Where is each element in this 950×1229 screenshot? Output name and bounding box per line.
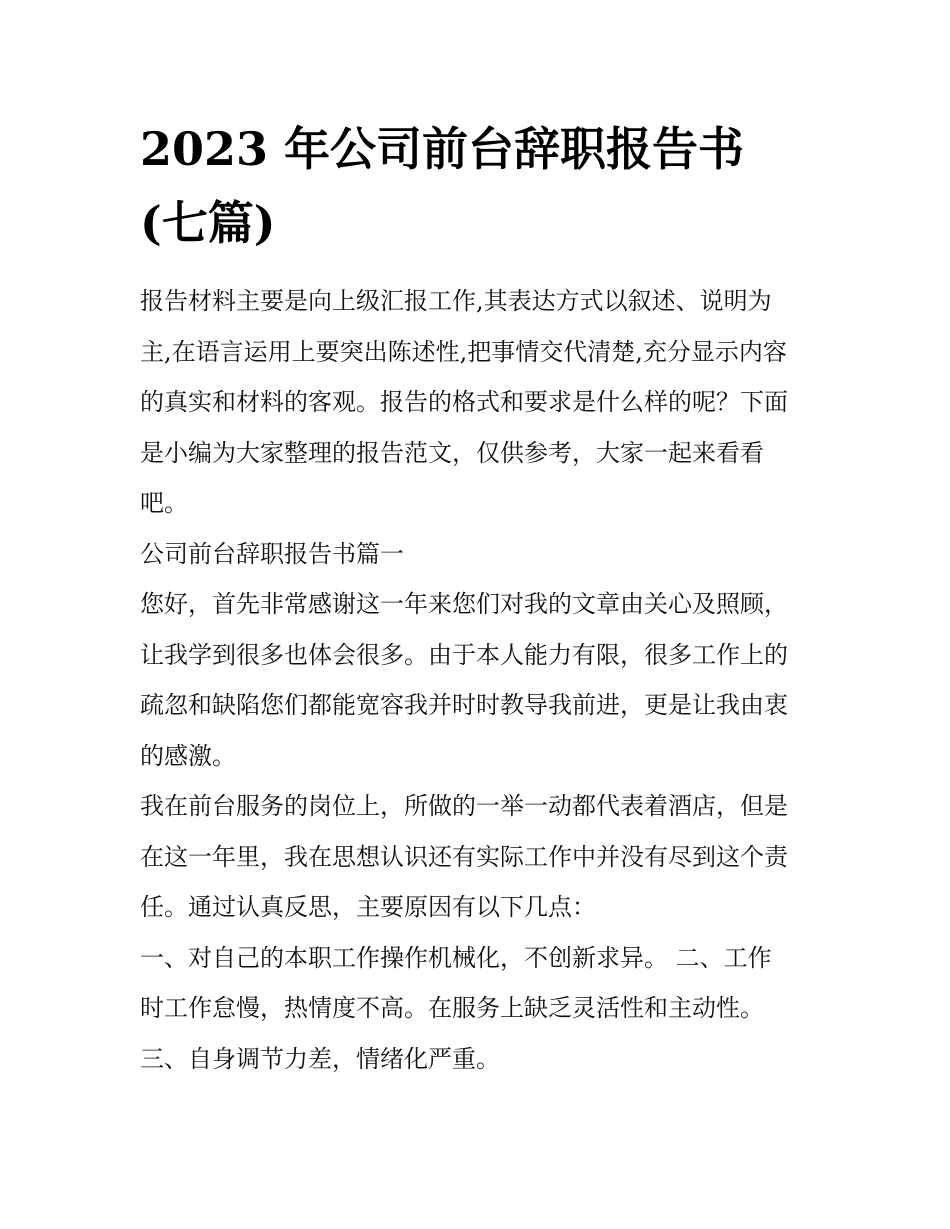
intro-line-2: 主,在语言运用上要突出陈述性,把事情交代清楚,充分显示内容	[140, 337, 787, 366]
paragraph-line: 您好，首先非常感谢这一年来您们对我的文章由关心及照顾，	[140, 590, 788, 618]
list-line: 时工作怠慢，热情度不高。在服务上缺乏灵活性和主动性。	[140, 994, 764, 1022]
intro-line-3: 的真实和材料的客观。报告的格式和要求是什么样的呢？下面	[140, 388, 788, 416]
list-line: 一、对自己的本职工作操作机械化，不创新求异。 二、工作	[140, 943, 772, 972]
document-title	[140, 112, 820, 260]
paragraph-line: 让我学到很多也体会很多。由于本人能力有限，很多工作上的	[140, 640, 788, 669]
list-line: 三、自身调节力差，情绪化严重。	[140, 1044, 500, 1073]
title-line-1: 2023 年公司前台辞职报告书	[140, 122, 745, 176]
intro-line-1: 报告材料主要是向上级汇报工作,其表达方式以叙述、说明为	[140, 287, 772, 315]
section-heading: 公司前台辞职报告书篇一	[140, 539, 404, 568]
paragraph-line: 我在前台服务的岗位上，所做的一举一动都代表着酒店，但是	[140, 792, 788, 820]
paragraph-line: 在这一年里，我在思想认识还有实际工作中并没有尽到这个责	[140, 842, 788, 871]
paragraph-line: 任。通过认真反思，主要原因有以下几点：	[140, 893, 596, 921]
paragraph-line: 的感激。	[140, 741, 236, 770]
intro-line-5: 吧。	[140, 489, 188, 517]
intro-line-4: 是小编为大家整理的报告范文，仅供参考，大家一起来看看	[140, 438, 764, 467]
paragraph-line: 疏忽和缺陷您们都能宽容我并时时教导我前进，更是让我由衷	[140, 691, 788, 719]
title-line-2: (七篇)	[140, 196, 276, 250]
document-body	[140, 276, 820, 1084]
